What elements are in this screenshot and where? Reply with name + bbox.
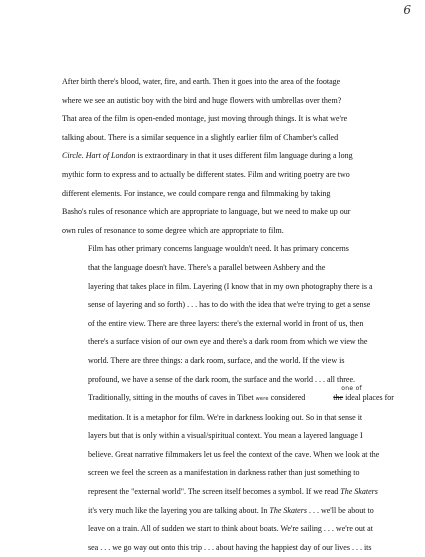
text-line: world. There are three things: a dark room, surface, and the world. If the view is	[88, 355, 345, 365]
text-line: layering that takes place in film. Layering (I know that in my own photography there is a	[88, 281, 373, 291]
text-line: That area of the film is open-ended montage, just moving through things. It is what we're	[62, 114, 348, 124]
edit-mark	[307, 385, 362, 408]
text-line: layers but that is only within a visual/spiritual context. You mean a layered language I	[88, 431, 363, 441]
text-line: sense of layering and so forth) . . . has to do with the idea that we're trying to get a sense	[88, 300, 371, 310]
text-line: talking about. There is a similar sequence in a slightly earlier film of Chamber's called	[62, 132, 339, 142]
text-line: profound, we have a sense of the dark room, the surface and the world . . . all three.	[88, 374, 356, 384]
text-run: it's very much like the layering you are talking about. In	[88, 505, 268, 515]
text-line: believe. Great narrative filmmakers let us feel the context of the cave. When we look at the	[88, 449, 380, 459]
text-line: of the entire view. There are three layers: there's the external world in front of us, then	[88, 318, 364, 328]
body-text	[62, 73, 392, 557]
text-line: leave on a train. All of sudden we start to think about boats. We're sailing . . . we're out at	[88, 524, 373, 534]
text-line: Film has other primary concerns language wouldn't need. It has primary concerns	[88, 244, 349, 254]
text-line: screen we feel the screen as a manifestation in darkness rather than just something to	[88, 468, 360, 478]
text-run: Traditionally, sitting in the mouths of caves in Tibet	[88, 393, 254, 403]
text-run: represent the "external world". The screen itself becomes a symbol. If we read	[88, 487, 339, 497]
text-line: that the language doesn't have. There's a parallel between Ashbery and the	[88, 262, 326, 272]
text-line: where we see an autistic boy with the bird and huge flowers with umbrellas over them?	[62, 95, 342, 105]
text-line	[62, 483, 392, 502]
text-line: Basho's rules of resonance which are appropriate to language, but we need to make up our	[62, 207, 351, 217]
text-line: After birth there's blood, water, fire, and earth. Then it goes into the area of the footage	[62, 77, 341, 86]
handwritten-insert: were	[255, 396, 269, 403]
text-line	[62, 147, 392, 166]
text-line-with-edit	[62, 385, 394, 409]
text-run: is extraordinary in that it uses different film language during a long	[137, 151, 353, 161]
page-number: 6	[403, 3, 411, 17]
book-title: The Skaters	[340, 487, 378, 497]
text-line: mythic form to express and to actually be different states. Film and writing poetry are two	[62, 169, 350, 179]
text-line: sea . . . we go way out onto this trip . . . about having the happiest day of our lives . . . its	[88, 542, 372, 552]
text-line: there's a surface vision of our own eye and there's a dark room from which we view the	[88, 337, 368, 347]
film-title: Circle. Hart of London	[62, 151, 136, 161]
text-run: . . . we'll be about to	[306, 505, 374, 515]
paragraph-1	[62, 73, 392, 240]
text-line	[62, 502, 392, 521]
text-line: different elements. For instance, we could compare renga and filmmaking by taking	[62, 188, 331, 198]
struck-word: the	[333, 393, 344, 403]
text-run: considered	[268, 393, 308, 403]
paragraph-2	[62, 240, 392, 557]
book-title: The Skaters	[269, 505, 307, 515]
text-line: own rules of resonance to some degree which are appropriate to film.	[62, 225, 284, 235]
handwritten-note: one of	[341, 385, 362, 393]
text-line: meditation. It is a metaphor for film. We're in darkness looking out. So in that sense it	[88, 412, 363, 422]
text-run: ideal places for	[343, 393, 394, 403]
